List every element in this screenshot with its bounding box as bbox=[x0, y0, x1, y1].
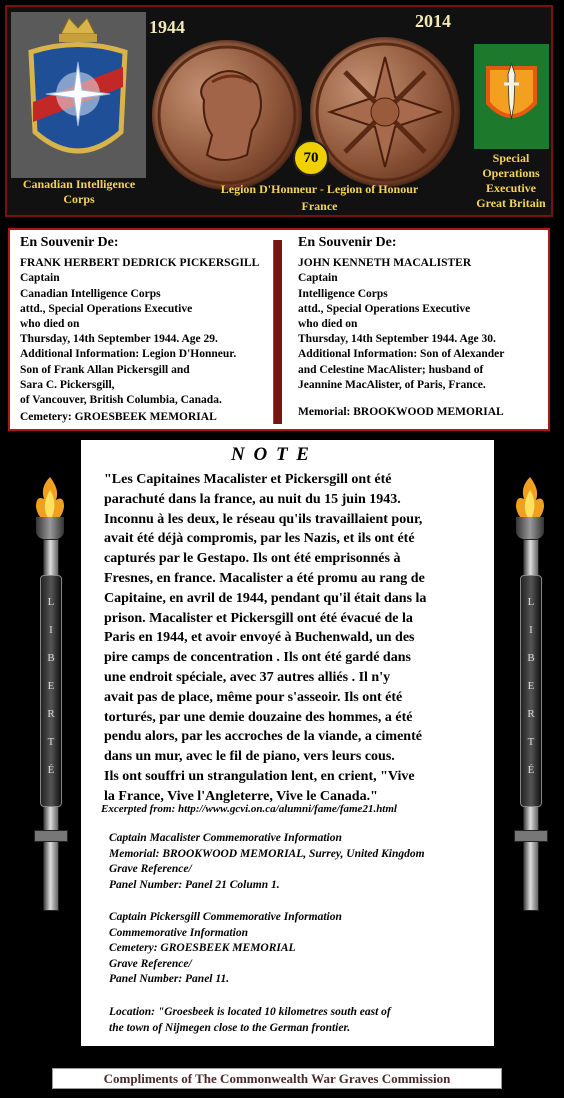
pickersgill-commemorative-info bbox=[109, 910, 489, 988]
liberte-panel bbox=[520, 575, 542, 807]
torch-collar bbox=[514, 830, 548, 842]
record-line: Thursday, 14th September 1944. Age 30. bbox=[298, 333, 496, 346]
note-line: avait pas de place, même pour s'asseoir. Ils ont été bbox=[104, 689, 403, 705]
header-banner bbox=[5, 5, 553, 217]
napoleon-medal-image bbox=[152, 40, 302, 190]
anniversary-number: 70 bbox=[303, 150, 319, 166]
year-right: 2014 bbox=[415, 11, 451, 31]
record-line: attd., Special Operations Executive bbox=[298, 302, 471, 315]
letter: É bbox=[47, 764, 55, 776]
record-line: Thursday, 14th September 1944. Age 29. bbox=[20, 333, 218, 346]
record-line: JOHN KENNETH MACALISTER bbox=[298, 257, 472, 270]
souvenir-heading-left: En Souvenir De: bbox=[20, 235, 119, 250]
excerpt-source: Excerpted from: http://www.gcvi.on.ca/alumni/fame/fame21.html bbox=[101, 803, 397, 815]
info-line: Panel Number: Panel 11. bbox=[109, 973, 230, 986]
legion-caption-country: France bbox=[301, 199, 338, 213]
note-line: avait été déjà compromis, par les Nazis, et ils ont été bbox=[104, 531, 415, 547]
soe-caption-line-4: Great Britain bbox=[476, 196, 546, 210]
record-line: Jeannine MacAlister, of Paris, France. bbox=[298, 378, 486, 391]
soe-caption-line-2: Operations bbox=[482, 166, 540, 180]
info-line: Commemorative Information bbox=[109, 926, 248, 939]
letter: L bbox=[527, 596, 535, 608]
souvenir-heading-right: En Souvenir De: bbox=[298, 235, 397, 250]
note-line: Fresnes, en france. Macalister a été promu au rang de bbox=[104, 570, 425, 586]
note-line: torturés, par une demie douzaine des hommes, a été bbox=[104, 709, 413, 725]
note-line: Ils ont souffri un strangulation lent, en crient, "Vive bbox=[104, 768, 415, 784]
info-line: Cemetery: GROESBEEK MEMORIAL bbox=[109, 942, 296, 955]
year-left: 1944 bbox=[149, 17, 185, 37]
info-line: Captain Pickersgill Commemorative Information bbox=[109, 911, 342, 923]
caption-text: Canadian Intelligence Corps bbox=[22, 177, 136, 206]
note-line: dans un mur, avec le fil de piano, vers leurs cous. bbox=[104, 749, 395, 765]
torch-right bbox=[506, 475, 554, 915]
record-line: of Vancouver, British Columbia, Canada. bbox=[20, 394, 222, 407]
note-line: "Les Capitaines Macalister et Pickersgill ont été bbox=[104, 472, 392, 487]
note-line: pire camps de concentration . Ils ont été gardé dans bbox=[104, 650, 411, 666]
letter: L bbox=[47, 596, 55, 608]
torch-left bbox=[26, 475, 74, 915]
note-line: parachuté dans la france, au nuit du 15 juin 1943. bbox=[104, 491, 401, 507]
souvenir-divider bbox=[273, 240, 282, 424]
footer-text: Compliments of The Commonwealth War Graves Commission bbox=[103, 1071, 451, 1086]
note-line: Inconnu à les deux, le réseau qu'ils travaillaient pour, bbox=[104, 511, 423, 527]
record-line: Captain bbox=[20, 272, 60, 285]
letter: B bbox=[47, 652, 55, 664]
note-line: une endroit spéciale, avec 37 autres alliés . Il n'y bbox=[104, 669, 391, 685]
info-line: Location: "Groesbeek is located 10 kilometres south east of bbox=[109, 1006, 391, 1018]
macalister-commemorative-info bbox=[109, 831, 489, 893]
record-line: Son of Frank Allan Pickersgill and bbox=[20, 363, 190, 376]
letter: E bbox=[527, 680, 535, 692]
note-line: Paris en 1944, et avoir envoyé à Buchenwald, un des bbox=[104, 630, 415, 646]
info-line: Panel Number: Panel 21 Column 1. bbox=[109, 878, 280, 891]
record-line: Sara C. Pickersgill, bbox=[20, 378, 115, 391]
pickersgill-record bbox=[20, 235, 270, 425]
record-line: who died on bbox=[20, 318, 80, 331]
info-line: Captain Macalister Commemorative Information bbox=[109, 832, 342, 844]
memorial-line: Memorial: BROOKWOOD MEMORIAL bbox=[298, 406, 504, 419]
record-line: Additional Information: Son of Alexander bbox=[298, 348, 505, 361]
legion-caption-line: Legion D'Honneur - Legion of Honour bbox=[220, 182, 419, 196]
soe-caption bbox=[465, 151, 557, 211]
soe-caption-line-1: Special bbox=[492, 151, 530, 165]
note-line: capturés par le Gestapo. Ils ont été emprisonnés à bbox=[104, 551, 401, 567]
info-line: Grave Reference/ bbox=[109, 863, 192, 876]
record-line: and Celestine MacAlister; husband of bbox=[298, 363, 484, 376]
soe-caption-line-3: Executive bbox=[486, 181, 536, 195]
note-line: la France, Vive l'Angleterre, Vive le Canada." bbox=[104, 788, 378, 804]
record-line: Captain bbox=[298, 272, 338, 285]
footer-credit bbox=[52, 1068, 502, 1089]
letter: T bbox=[47, 736, 55, 748]
liberte-panel bbox=[40, 575, 62, 807]
info-line: the town of Nijmegen close to the German frontier. bbox=[109, 1021, 351, 1034]
info-line: Memorial: BROOKWOOD MEMORIAL, Surrey, United Kingdom bbox=[109, 847, 425, 860]
legion-honour-caption bbox=[197, 182, 442, 214]
anniversary-badge bbox=[293, 140, 329, 176]
cemetery-line: Cemetery: GROESBEEK MEMORIAL bbox=[20, 411, 217, 424]
torch-cup bbox=[516, 517, 544, 539]
letter: R bbox=[47, 708, 55, 720]
legion-honour-medal-image bbox=[310, 37, 460, 187]
record-line: attd., Special Operations Executive bbox=[20, 302, 193, 315]
torch-cup bbox=[36, 517, 64, 539]
note-line: prison. Macalister et Pickersgill ont été évacué de la bbox=[104, 610, 413, 626]
record-line: FRANK HERBERT DEDRICK PICKERSGILL bbox=[20, 257, 260, 270]
record-line: Intelligence Corps bbox=[298, 287, 388, 300]
letter: É bbox=[527, 764, 535, 776]
letter: E bbox=[47, 680, 55, 692]
letter: B bbox=[527, 652, 535, 664]
letter: I bbox=[529, 624, 533, 636]
record-line: Additional Information: Legion D'Honneur. bbox=[20, 348, 237, 361]
torch-collar bbox=[34, 830, 68, 842]
note-line: pendu alors, par les accroches de la viande, a cimenté bbox=[104, 729, 422, 745]
souvenir-panel bbox=[8, 228, 550, 431]
letter: T bbox=[527, 736, 535, 748]
note-line: Capitaine, en avril de 1944, pendant qu'il était dans la bbox=[104, 590, 427, 606]
letter: R bbox=[527, 708, 535, 720]
record-line: who died on bbox=[298, 318, 358, 331]
intelligence-corps-badge bbox=[11, 12, 146, 178]
letter: I bbox=[49, 624, 53, 636]
soe-logo bbox=[474, 44, 549, 149]
macalister-record bbox=[298, 235, 543, 420]
note-panel bbox=[81, 440, 494, 1046]
note-body bbox=[104, 470, 489, 807]
info-line: Grave Reference/ bbox=[109, 957, 192, 970]
note-title: N O T E bbox=[231, 444, 311, 465]
record-line: Canadian Intelligence Corps bbox=[20, 287, 161, 300]
intelligence-corps-caption bbox=[9, 177, 149, 207]
location-info bbox=[109, 1005, 489, 1036]
